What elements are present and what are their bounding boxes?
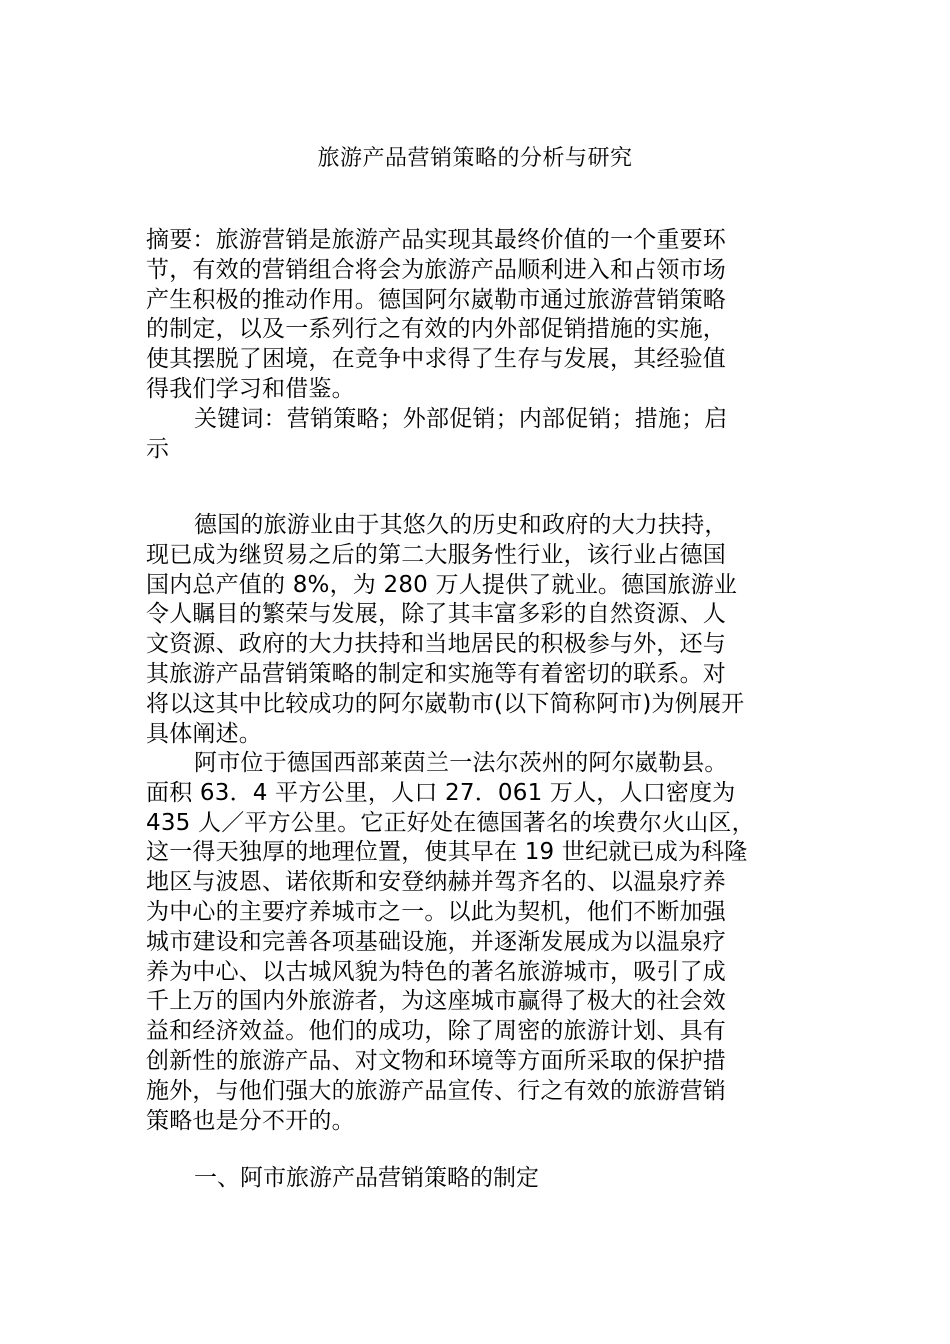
paragraph-line: 阿市位于德国西部莱茵兰一法尔茨州的阿尔崴勒县。 <box>194 750 728 776</box>
abstract-line: 产生积极的推动作用。德国阿尔崴勒市通过旅游营销策略 <box>146 286 726 313</box>
section-heading: 一、阿市旅游产品营销策略的制定 <box>194 1165 539 1191</box>
paragraph-line: 具体阐述。 <box>146 720 262 747</box>
paragraph-line: 这一得天独厚的地理位置，使其早在 19 世纪就已成为科隆 <box>146 839 748 866</box>
abstract-line: 使其摆脱了困境，在竞争中求得了生存与发展，其经验值 <box>146 346 726 373</box>
abstract-line: 得我们学习和借鉴。 <box>146 375 355 402</box>
document-title: 旅游产品营销策略的分析与研究 <box>317 146 633 171</box>
abstract-line: 摘要：旅游营销是旅游产品实现其最终价值的一个重要环 <box>146 227 726 253</box>
paragraph-line: 现已成为继贸易之后的第二大服务性行业，该行业占德国 <box>146 541 726 568</box>
paragraph-line: 城市建设和完善各项基础设施，并逐渐发展成为以温泉疗 <box>146 928 726 955</box>
paragraph-line: 策略也是分不开的。 <box>146 1107 355 1134</box>
paragraph-line: 其旅游产品营销策略的制定和实施等有着密切的联系。对 <box>146 660 726 687</box>
paragraph-line: 地区与波恩、诺依斯和安登纳赫并驾齐名的、以温泉疗养 <box>146 869 726 896</box>
paragraph-line: 德国的旅游业由于其悠久的历史和政府的大力扶持， <box>194 512 728 538</box>
abstract-line: 的制定，以及一系列行之有效的内外部促销措施的实施， <box>146 316 726 343</box>
abstract-line: 节，有效的营销组合将会为旅游产品顺利进入和占领市场 <box>146 256 726 283</box>
paragraph-2 <box>146 749 806 1136</box>
keywords-line: 关键词：营销策略；外部促销；内部促销；措施；启 <box>194 405 728 432</box>
keywords-line: 示 <box>146 435 170 462</box>
abstract-block <box>146 226 806 464</box>
paragraph-line: 创新性的旅游产品、对文物和环境等方面所采取的保护措 <box>146 1047 726 1074</box>
paragraph-line: 施外，与他们强大的旅游产品宣传、行之有效的旅游营销 <box>146 1077 726 1104</box>
paragraph-1 <box>146 511 806 749</box>
paragraph-line: 435 人／平方公里。它正好处在德国著名的埃费尔火山区， <box>146 809 755 836</box>
paragraph-line: 面积 63．4 平方公里，人口 27．061 万人，人口密度为 <box>146 779 736 806</box>
paragraph-line: 为中心的主要疗养城市之一。以此为契机，他们不断加强 <box>146 898 726 925</box>
paragraph-line: 益和经济效益。他们的成功，除了周密的旅游计划、具有 <box>146 1018 726 1045</box>
paragraph-line: 养为中心、以古城风貌为特色的著名旅游城市，吸引了成 <box>146 958 726 985</box>
paragraph-line: 文资源、政府的大力扶持和当地居民的积极参与外，还与 <box>146 631 726 658</box>
paragraph-line: 将以这其中比较成功的阿尔崴勒市(以下简称阿市)为例展开 <box>146 690 745 717</box>
paragraph-line: 国内总产值的 8%，为 280 万人提供了就业。德国旅游业 <box>146 571 738 598</box>
paragraph-line: 千上万的国内外旅游者，为这座城市赢得了极大的社会效 <box>146 988 726 1015</box>
paragraph-line: 令人瞩目的繁荣与发展，除了其丰富多彩的自然资源、人 <box>146 601 726 628</box>
